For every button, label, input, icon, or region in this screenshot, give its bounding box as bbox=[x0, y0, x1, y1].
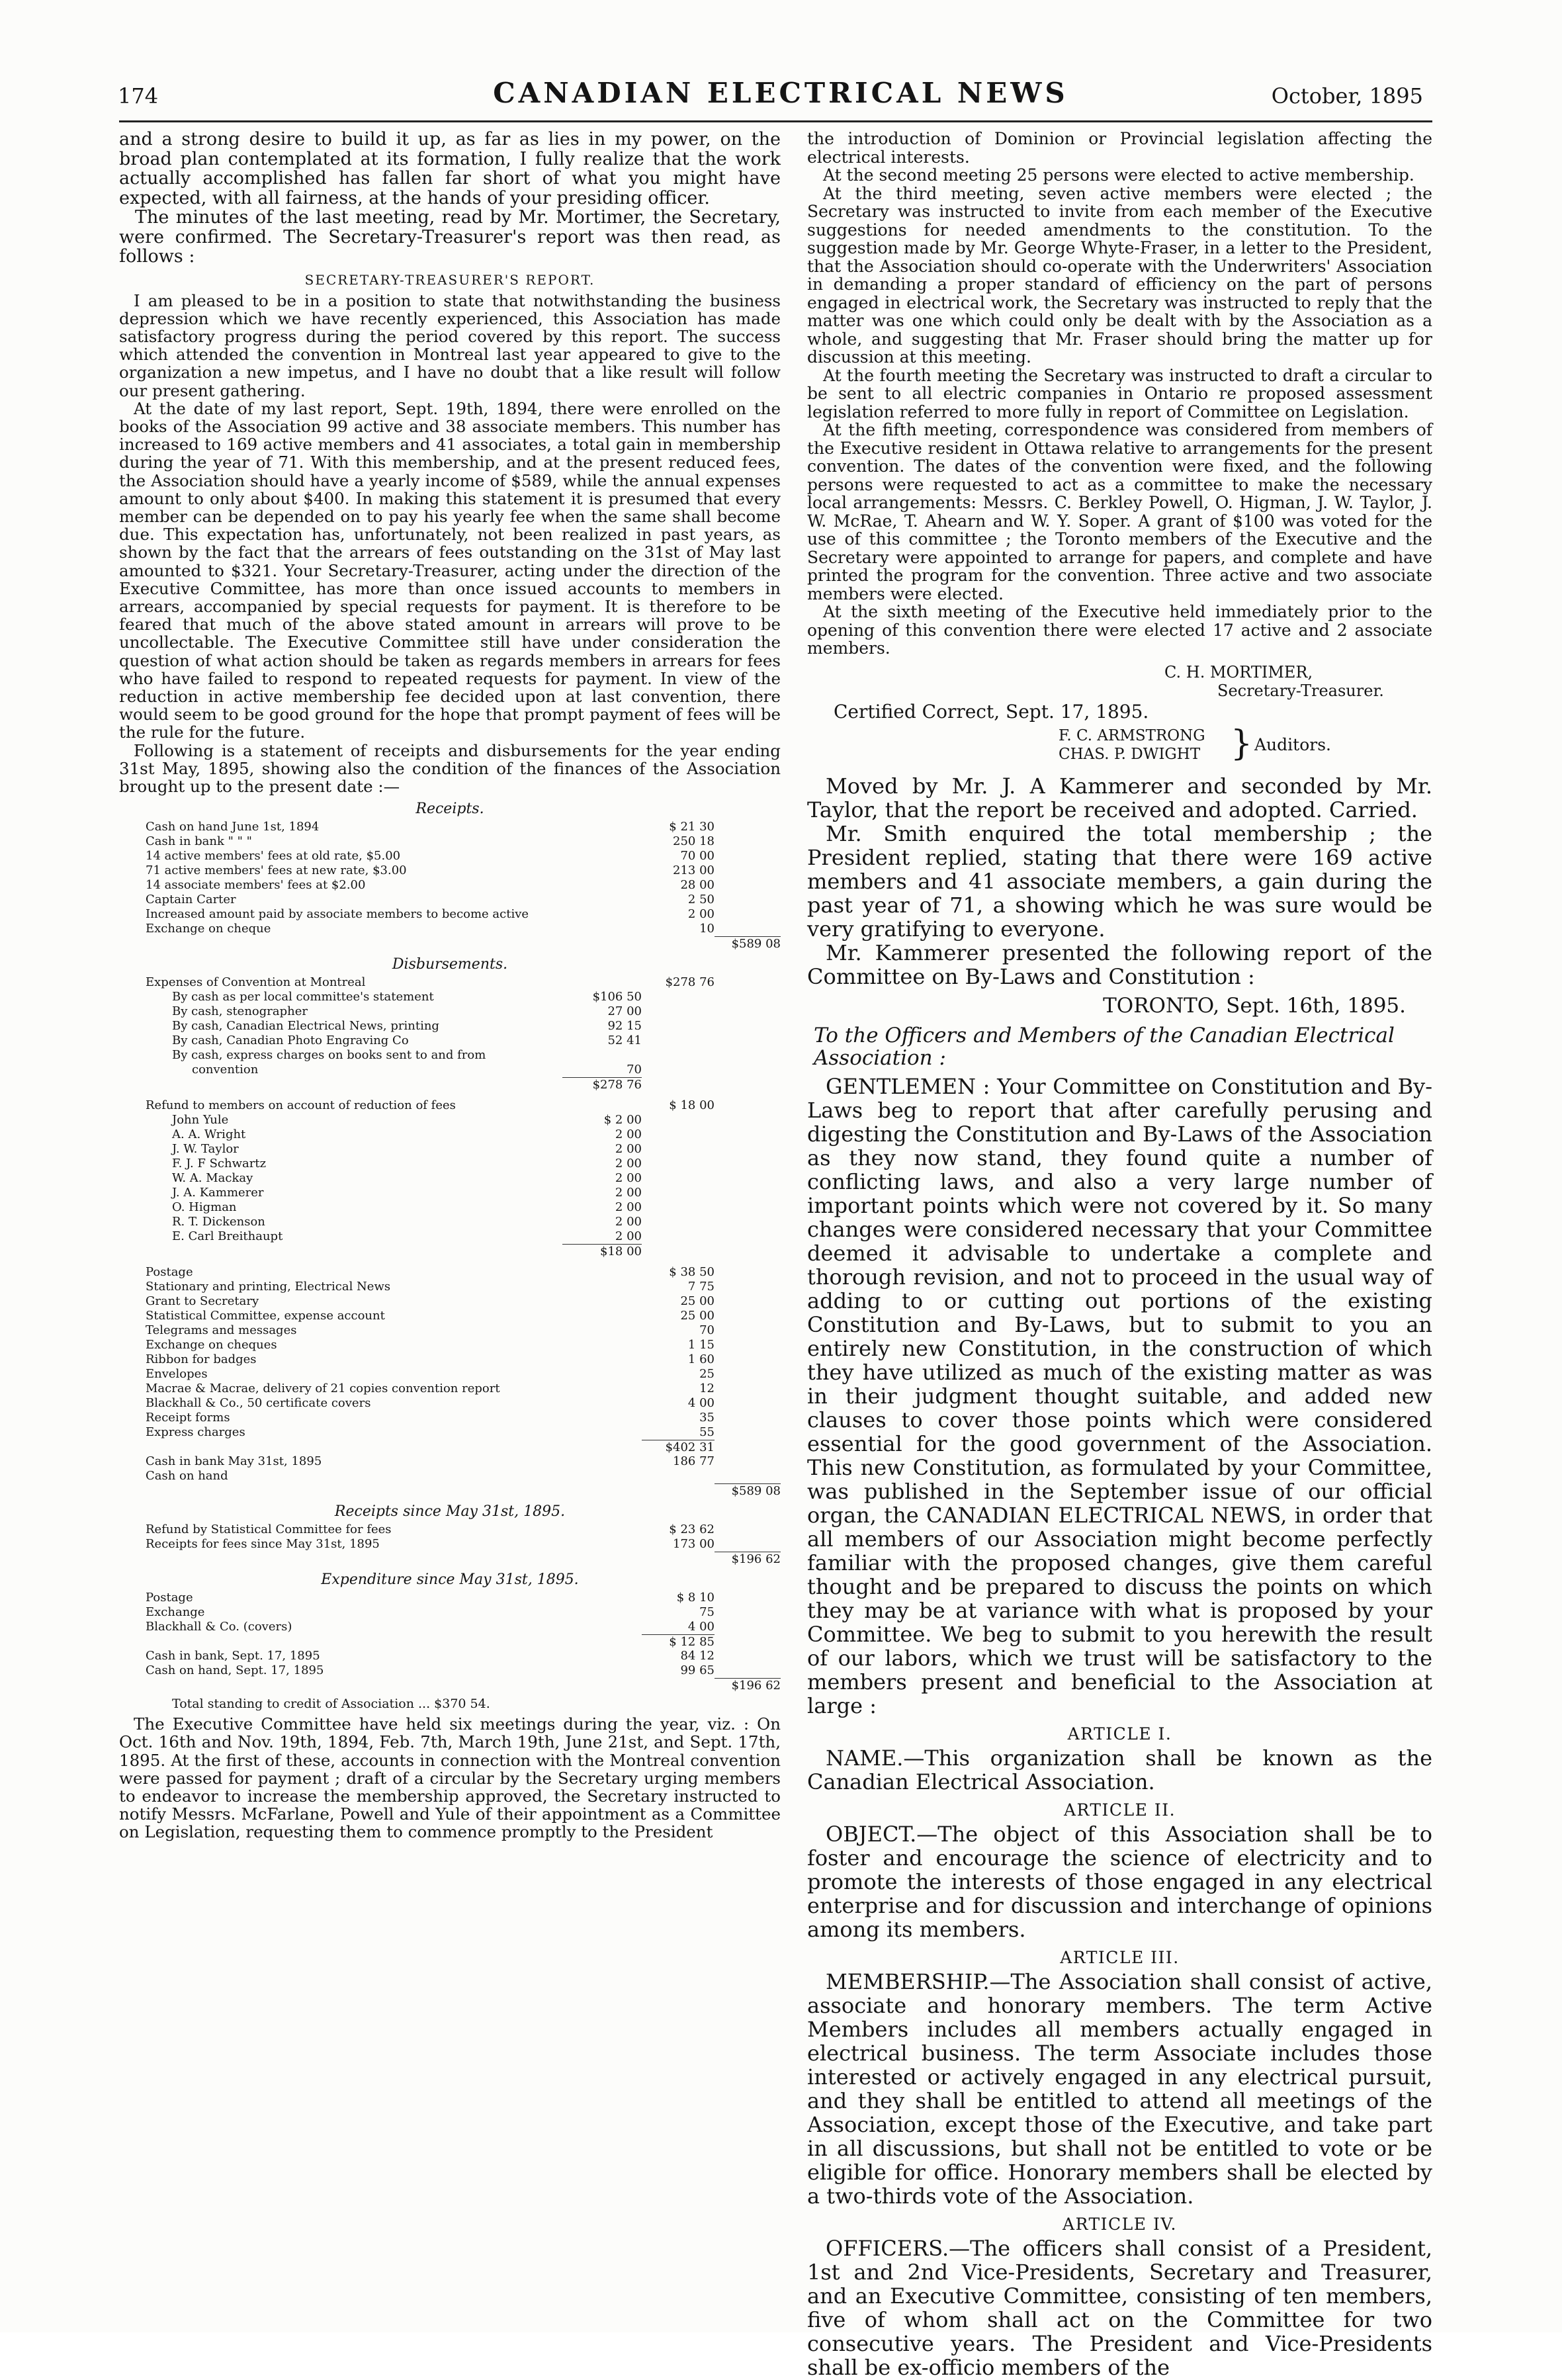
ledger-row: Refund by Statistical Committee for fees $ 23 62 bbox=[146, 1522, 715, 1537]
ledger-row: Receipt forms 35 bbox=[146, 1411, 715, 1425]
ledger-row: convention 70 bbox=[192, 1063, 642, 1077]
page-number: 174 bbox=[118, 83, 159, 109]
receipts-list bbox=[119, 820, 781, 951]
paragraph: the introduction of Dominion or Provincial legislation affecting the electrical interests. bbox=[807, 129, 1432, 167]
ledger-row: Cash on hand, Sept. 17, 1895 99 65 bbox=[146, 1663, 715, 1678]
article-text: MEMBERSHIP.—The Association shall consist of active, associate and honorary members. The term Active Members includes all members actually engaged in electrical business. The term Associate includes those interested or actively engaged in any electrical pursuit, and they shall be entitled to attend all meetings of the Association, except those of the Executive, and take part in all discussions, but shall not be entitled to vote or be eligible for office. Honorary members shall be elected by a two-thirds vote of the Association. bbox=[807, 1968, 1432, 2209]
publication-title: CANADIAN ELECTRICAL NEWS bbox=[493, 77, 1068, 109]
ledger-row: Postage $ 38 50 bbox=[146, 1265, 715, 1280]
ledger-row: Expenses of Convention at Montreal $278 76 bbox=[146, 975, 715, 990]
ledger-row: Envelopes 25 bbox=[146, 1367, 715, 1382]
ledger-row: R. T. Dickenson 2 00 bbox=[172, 1215, 642, 1229]
signature-title: Secretary-Treasurer. bbox=[1217, 681, 1384, 700]
issue-date: October, 1895 bbox=[1271, 83, 1423, 109]
ledger-row: Receipts for fees since May 31st, 1895 173 00 bbox=[146, 1537, 715, 1552]
disbursements-list bbox=[119, 975, 781, 1498]
ledger-row: 71 active members' fees at new rate, $3.00 213 00 bbox=[146, 863, 715, 878]
auditor-name: F. C. ARMSTRONG bbox=[1059, 727, 1205, 744]
ledger-row: By cash as per local committee's statement $106 50 bbox=[172, 990, 642, 1004]
expenditure-since-heading: Expenditure since May 31st, 1895. bbox=[321, 1571, 579, 1589]
ledger-subtotal-row: $402 31 bbox=[119, 1440, 781, 1454]
ledger-row: Exchange on cheque 10 bbox=[146, 922, 715, 936]
paragraph: The minutes of the last meeting, read by Mr. Mortimer, the Secretary, were confirmed. The Secretary-Treasurer's report was then read, as follows : bbox=[119, 207, 781, 267]
ledger-row: Stationary and printing, Electrical News 7 75 bbox=[146, 1280, 715, 1294]
paragraph: At the second meeting 25 persons were elected to active membership. bbox=[823, 165, 1414, 185]
ledger-row: Cash on hand June 1st, 1894 $ 21 30 bbox=[146, 820, 715, 834]
ledger-row: By cash, Canadian Photo Engraving Co 52 41 bbox=[172, 1034, 642, 1048]
ledger-row: Blackhall & Co. (covers) 4 00 bbox=[146, 1620, 715, 1634]
ledger-row: Cash in bank " " " 250 18 bbox=[146, 834, 715, 849]
report-paragraph: At the date of my last report, Sept. 19th, 1894, there were enrolled on the books of the Association 99 active and 38 associate members. This number has increased to 169 active members and 41 associates, a total gain in membership during the year of 71. With this membership, and at the present reduced fees, the Association should have a yearly income of $589, while the annual expenses amount to only about $400. In making this statement it is presumed that every member can be depended on to pay his yearly fee when the same shall become due. This expectation has, unfortunately, not been realized in past years, as shown by the fact that the arrears of fees outstanding on the 31st of May last amounted to $321. Your Secretary-Treasurer, acting under the direction of the Executive Committee, has more than once issued accounts to members in arrears, accompanied by special requests for payment. It is therefore to be feared that much of the above stated amount in arrears will prove to be uncollectable. The Executive Committee still have under consideration the question of what action should be taken as regards members in arrears for fees who have failed to respond to repeated requests for payment. In view of the reduction in active membership fee decided upon at last convention, there would seem to be good ground for the hope that prompt payment of fees will be the rule for the future. bbox=[119, 398, 781, 742]
paragraph: Mr. Kammerer presented the following report of the Committee on By-Laws and Constitution : bbox=[807, 940, 1432, 989]
article-heading: ARTICLE IV. bbox=[1063, 2214, 1177, 2234]
article-heading: ARTICLE II. bbox=[1063, 1800, 1176, 1820]
paragraph: GENTLEMEN : Your Committee on Constitution and By-Laws beg to report that after carefully perusing and digesting the Constitution and By-Laws of the Association as they now stand, they found quite a number of conflicting laws, and also a very large number of important points which were not covered by it. So many changes were considered necessary that your Committee deemed it advisable to undertake a complete and thorough revision, and not to proceed in the usual way of adding to or cutting out portions of the existing Constitution and By-Laws, but to submit to you an entirely new Constitution, in the construction of which they have utilized as much of the existing matter as was in their judgment thought suitable, and added new clauses to cover those points which were considered essential for the good government of the Association. This new Constitution, as formulated by your Committee, was published in the September issue of our official organ, the CANADIAN ELECTRICAL NEWS, in order that all members of our Association might become perfectly familiar with the proposed changes, give them careful thought and be prepared to discuss the points on which they may be at variance with what is proposed by your Committee. We beg to submit to you herewith the result of our labors, which we trust will be satisfactory to the members present and beneficial to the Association at large : bbox=[807, 1073, 1432, 1718]
ledger-row: Cash in bank May 31st, 1895 186 77 bbox=[146, 1454, 715, 1469]
disbursements-heading: Disbursements. bbox=[392, 956, 508, 973]
ledger-row: Refund to members on account of reduction of fees $ 18 00 bbox=[146, 1098, 715, 1113]
ledger-row: 14 associate members' fees at $2.00 28 00 bbox=[146, 878, 715, 893]
paragraph: At the fourth meeting the Secretary was instructed to draft a circular to be sent to all electric companies in Ontario re proposed assessment legislation referred to more fully in report of Committee on Legislation. bbox=[807, 365, 1432, 421]
address-heading: To the Officers and Members of the Canadian Electrical Association : bbox=[814, 1023, 1395, 1070]
brace-icon: } bbox=[1231, 723, 1253, 764]
ledger-total-row: $196 62 bbox=[119, 1678, 781, 1693]
ledger-row: Ribbon for badges 1 60 bbox=[146, 1352, 715, 1367]
paragraph: Mr. Smith enquired the total membership ; the President replied, stating that there were 169 active members and 41 associate members, a gain during the past year of 71, a showing which he was sure would be very gratifying to everyone. bbox=[807, 820, 1432, 942]
ledger-row: Macrae & Macrae, delivery of 21 copies convention report 12 bbox=[146, 1382, 715, 1396]
ledger-row: Cash in bank, Sept. 17, 1895 84 12 bbox=[146, 1649, 715, 1663]
ledger-subtotal-row: $278 76 bbox=[119, 1077, 781, 1092]
ledger-row: W. A. Mackay 2 00 bbox=[172, 1171, 642, 1186]
article-text: NAME.—This organization shall be known as the Canadian Electrical Association. bbox=[807, 1745, 1432, 1794]
left-column bbox=[119, 130, 781, 1841]
ledger-row: E. Carl Breithaupt 2 00 bbox=[172, 1229, 642, 1244]
ledger-row: Express charges 55 bbox=[146, 1425, 715, 1440]
ledger-row: Postage $ 8 10 bbox=[146, 1591, 715, 1605]
ledger-total-row: $589 08 bbox=[119, 1483, 781, 1498]
ledger-row: Statistical Committee, expense account 25 00 bbox=[146, 1309, 715, 1323]
receipts-since-heading: Receipts since May 31st, 1895. bbox=[334, 1503, 566, 1521]
paragraph: At the third meeting, seven active members were elected ; the Secretary was instructed to invite from each member of the Executive suggestions for needed amendments to the constitution. To the suggestion made by Mr. George Whyte-Fraser, in a letter to the President, that the Association should co-operate with the Underwriters' Association in demanding a proper standard of efficiency on the part of persons engaged in electrical work, the Secretary was instructed to reply that the matter was one which could only be dealt with by the Association as a whole, and suggesting that Mr. Fraser should bring the matter up for discussion at this meeting. bbox=[807, 183, 1432, 367]
article-text: OBJECT.—The object of this Association shall be to foster and encourage the science of electricity and to promote the interests of those engaged in any electrical enterprise and for discussion and interchange of opinions among its members. bbox=[807, 1821, 1432, 1942]
paragraph: and a strong desire to build it up, as far as lies in my power, on the broad plan contemplated at its formation, I fully realize that the work actually accomplished has fallen far short of what you might have expected, with all fairness, at the hands of your presiding officer. bbox=[119, 129, 781, 208]
ledger-row: By cash, express charges on books sent to and from bbox=[172, 1048, 486, 1063]
ledger-row: By cash, stenographer 27 00 bbox=[172, 1004, 642, 1019]
ledger-row: O. Higman 2 00 bbox=[172, 1200, 642, 1215]
ledger-row: Blackhall & Co., 50 certificate covers 4 00 bbox=[146, 1396, 715, 1411]
ledger-row: Cash on hand bbox=[146, 1469, 228, 1483]
ledger-row: 14 active members' fees at old rate, $5.00 70 00 bbox=[146, 849, 715, 863]
ledger-row: Telegrams and messages 70 bbox=[146, 1323, 715, 1338]
report-paragraph: The Executive Committee have held six meetings during the year, viz. : On Oct. 16th and Nov. 19th, 1894, Feb. 7th, March 19th, June 21st, and Sept. 17th, 1895. At the first of these, accounts in connection with the Montreal convention were passed for payment ; draft of a circular by the Secretary urging members to endeavor to increase the membership approved, the Secretary instructed to notify Messrs. McFarlane, Powell and Yule of their appointment as a Committee on Legislation, requesting them to commence promptly to the President bbox=[119, 1714, 781, 1842]
ledger-subtotal-row: $ 12 85 bbox=[119, 1634, 781, 1649]
ledger-total-row: $196 62 bbox=[119, 1552, 781, 1566]
article-heading: ARTICLE I. bbox=[1067, 1724, 1172, 1743]
ledger-row: Captain Carter 2 50 bbox=[146, 893, 715, 907]
ledger-row: F. J. F Schwartz 2 00 bbox=[172, 1157, 642, 1171]
signature-name: C. H. MORTIMER, bbox=[1164, 662, 1313, 682]
ledger-subtotal-row: $18 00 bbox=[119, 1244, 781, 1258]
article-heading: ARTICLE III. bbox=[1060, 1947, 1180, 1967]
receipts-heading: Receipts. bbox=[415, 801, 484, 818]
ledger-row: John Yule $ 2 00 bbox=[172, 1113, 642, 1127]
paragraph: Moved by Mr. J. A Kammerer and seconded by Mr. Taylor, that the report be received and adopted. Carried. bbox=[807, 773, 1432, 822]
report-paragraph: I am pleased to be in a position to state that notwithstanding the business depression which we have recently experienced, this Association has made satisfactory progress during the period covered by this report. The success which attended the convention in Montreal last year appeared to give to the organization a new impetus, and I have no doubt that a like result will follow our present gathering. bbox=[119, 290, 781, 400]
signature-block bbox=[807, 663, 1432, 768]
article-text: OFFICERS.—The officers shall consist of a President, 1st and 2nd Vice-Presidents, Secretary and Treasurer, and an Executive Committee, consisting of ten members, five of whom shall act on the Committee for two consecutive years. The President and Vice-Presidents shall be ex-officio members of the bbox=[807, 2235, 1432, 2380]
ledger-row: Increased amount paid by associate members to become active 2 00 bbox=[146, 907, 715, 922]
paragraph: At the sixth meeting of the Executive held immediately prior to the opening of this convention there were elected 17 active and 2 associate members. bbox=[807, 602, 1432, 658]
ledger-row: By cash, Canadian Electrical News, printing 92 15 bbox=[172, 1019, 642, 1034]
ledger-row: J. A. Kammerer 2 00 bbox=[172, 1186, 642, 1200]
report-heading: SECRETARY-TREASURER'S REPORT. bbox=[304, 271, 595, 288]
dateline: TORONTO, Sept. 16th, 1895. bbox=[1103, 993, 1406, 1018]
report-paragraph: Following is a statement of receipts and disbursements for the year ending 31st May, 1895, showing also the condition of the finances of the Association brought up to the present date :— bbox=[119, 740, 781, 796]
certified-line: Certified Correct, Sept. 17, 1895. bbox=[834, 700, 1149, 723]
ledger-row: A. A. Wright 2 00 bbox=[172, 1127, 642, 1142]
ledger-row: Exchange 75 bbox=[146, 1605, 715, 1620]
right-column bbox=[807, 130, 1432, 2379]
auditors-block bbox=[807, 725, 1432, 768]
auditor-name: CHAS. P. DWIGHT bbox=[1059, 745, 1201, 763]
standing-row: Total standing to credit of Association ... $370 54. bbox=[172, 1697, 490, 1712]
ledger-row: J. W. Taylor 2 00 bbox=[172, 1142, 642, 1157]
ledger-total-row: $589 08 bbox=[119, 936, 781, 951]
ledger-row: Exchange on cheques 1 15 bbox=[146, 1338, 715, 1352]
paragraph: At the fifth meeting, correspondence was considered from members of the Executive resident in Ottawa relative to arrangements for the present convention. The dates of the convention were fixed, and the following persons were requested to act as a committee to make the necessary local arrangements: Messrs. C. Berkley Powell, O. Higman, J. W. Taylor, J. W. McRae, T. Ahearn and W. Y. Soper. A grant of $100 was voted for the use of this committee ; the Toronto members of the Executive and the Secretary were appointed to arrange for papers, and complete and have printed the program for the convention. Three active and two associate members were elected. bbox=[807, 420, 1432, 603]
header-rule bbox=[119, 120, 1432, 122]
auditors-label: Auditors. bbox=[1254, 734, 1331, 754]
ledger-row: Grant to Secretary 25 00 bbox=[146, 1294, 715, 1309]
